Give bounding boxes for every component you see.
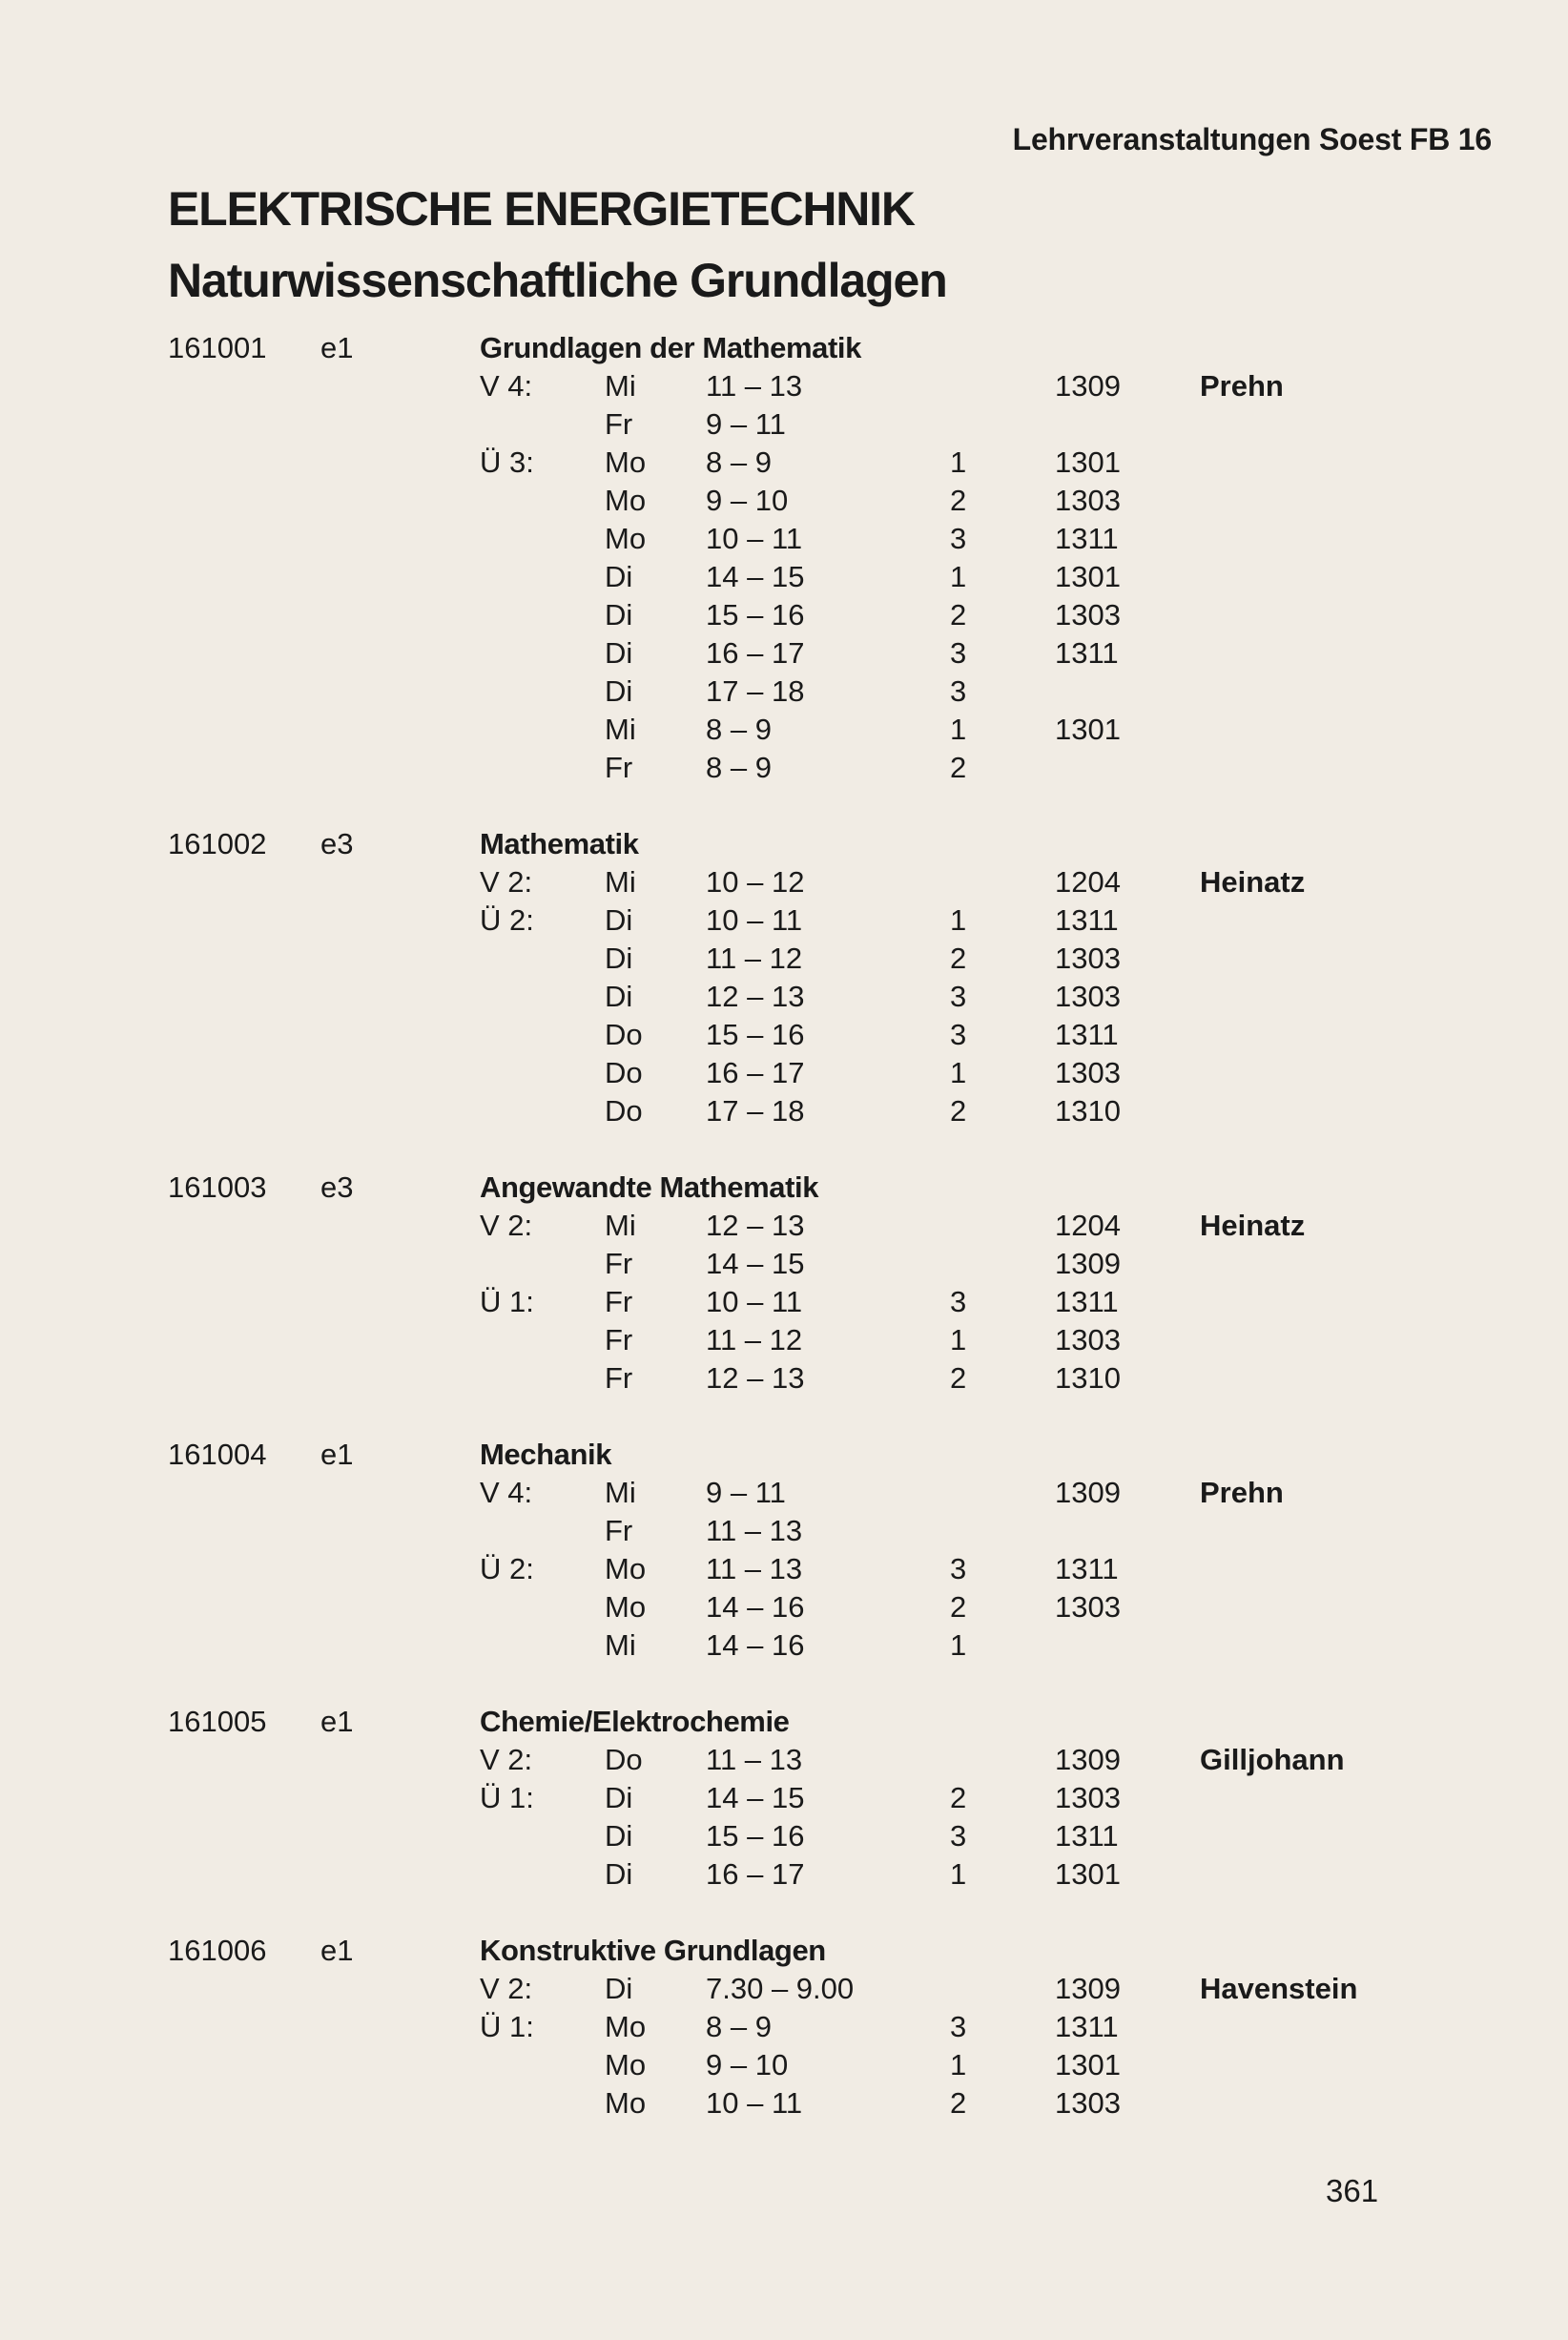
session-group: 3	[950, 1018, 967, 1051]
session-time: 11 – 13	[706, 1743, 803, 1776]
session-time: 8 – 9	[706, 751, 772, 784]
session-room: 1301	[1055, 560, 1121, 593]
session-room: 1310	[1055, 1094, 1121, 1128]
session-time: 16 – 17	[706, 1056, 805, 1089]
session-row	[0, 482, 1568, 520]
course-header-row	[0, 1703, 1568, 1741]
course-number: 161006	[168, 1934, 267, 1967]
session-group: 1	[950, 713, 967, 746]
session-group: 3	[950, 2010, 967, 2043]
session-time: 10 – 12	[706, 865, 805, 899]
session-group: 2	[950, 751, 967, 784]
session-group: 2	[950, 1094, 967, 1128]
session-day: Di	[605, 1781, 633, 1814]
session-time: 8 – 9	[706, 445, 772, 479]
session-row	[0, 1321, 1568, 1359]
course-header-row	[0, 1932, 1568, 1970]
session-group: 3	[950, 1285, 967, 1318]
session-lecturer: Prehn	[1200, 369, 1284, 403]
session-time: 17 – 18	[706, 1094, 805, 1128]
session-room: 1303	[1055, 1056, 1121, 1089]
session-group: 3	[950, 1552, 967, 1585]
session-group: 1	[950, 1056, 967, 1089]
session-room: 1303	[1055, 942, 1121, 975]
session-row	[0, 1855, 1568, 1894]
session-time: 11 – 13	[706, 1514, 803, 1547]
session-row	[0, 1626, 1568, 1665]
session-day: Di	[605, 1819, 633, 1853]
session-row	[0, 1207, 1568, 1245]
session-group: 1	[950, 1857, 967, 1891]
session-type: V 4:	[480, 1476, 533, 1509]
course-title: Konstruktive Grundlagen	[480, 1934, 826, 1967]
session-type: Ü 2:	[480, 1552, 534, 1585]
session-row	[0, 940, 1568, 978]
session-room: 1301	[1055, 1857, 1121, 1891]
course-header-row	[0, 825, 1568, 863]
session-room: 1303	[1055, 2086, 1121, 2120]
session-day: Mi	[605, 865, 636, 899]
department-title: ELEKTRISCHE ENERGIETECHNIK	[168, 182, 915, 236]
session-room: 1311	[1055, 1819, 1119, 1853]
page-number: 361	[1326, 2173, 1379, 2208]
session-day: Fr	[605, 407, 633, 441]
running-header: Lehrveranstaltungen Soest FB 16	[1012, 122, 1492, 156]
course-header-row	[0, 329, 1568, 367]
session-room: 1309	[1055, 1476, 1121, 1509]
session-time: 15 – 16	[706, 1018, 805, 1051]
session-group: 2	[950, 2086, 967, 2120]
session-group: 2	[950, 1361, 967, 1395]
session-group: 2	[950, 1590, 967, 1624]
session-time: 10 – 11	[706, 2086, 803, 2120]
session-room: 1303	[1055, 1323, 1121, 1356]
session-lecturer: Gilljohann	[1200, 1743, 1345, 1776]
session-row	[0, 634, 1568, 673]
session-day: Di	[605, 674, 633, 708]
session-time: 11 – 12	[706, 942, 803, 975]
session-time: 15 – 16	[706, 598, 805, 632]
session-time: 14 – 15	[706, 1781, 805, 1814]
session-type: Ü 2:	[480, 903, 534, 937]
session-type: Ü 1:	[480, 2010, 534, 2043]
course-number: 161001	[168, 331, 267, 364]
course-title: Angewandte Mathematik	[480, 1170, 819, 1204]
session-group: 3	[950, 636, 967, 670]
course-title: Mechanik	[480, 1438, 612, 1471]
session-day: Fr	[605, 1247, 633, 1280]
session-row	[0, 444, 1568, 482]
session-type: V 2:	[480, 1972, 533, 2005]
session-day: Fr	[605, 1285, 633, 1318]
session-room: 1311	[1055, 522, 1119, 555]
session-room: 1303	[1055, 598, 1121, 632]
course-entry	[0, 1169, 1568, 1398]
session-row	[0, 978, 1568, 1016]
session-row	[0, 2008, 1568, 2046]
session-group: 3	[950, 1819, 967, 1853]
session-time: 10 – 11	[706, 522, 803, 555]
course-class: e1	[320, 1705, 354, 1738]
session-time: 14 – 15	[706, 1247, 805, 1280]
session-time: 10 – 11	[706, 1285, 803, 1318]
session-time: 15 – 16	[706, 1819, 805, 1853]
session-group: 2	[950, 1781, 967, 1814]
session-row	[0, 1970, 1568, 2008]
session-time: 9 – 11	[706, 1476, 786, 1509]
session-day: Mo	[605, 2048, 647, 2081]
course-list	[0, 329, 1568, 2161]
session-group: 3	[950, 674, 967, 708]
session-row	[0, 863, 1568, 901]
session-type: V 2:	[480, 865, 533, 899]
course-entry	[0, 1436, 1568, 1665]
session-room: 1311	[1055, 1018, 1119, 1051]
course-title: Grundlagen der Mathematik	[480, 331, 861, 364]
session-row	[0, 711, 1568, 749]
section-title: Naturwissenschaftliche Grundlagen	[168, 254, 947, 307]
session-day: Mo	[605, 1552, 647, 1585]
session-time: 11 – 13	[706, 369, 803, 403]
session-type: Ü 1:	[480, 1285, 534, 1318]
session-day: Fr	[605, 1361, 633, 1395]
session-room: 1204	[1055, 1209, 1121, 1242]
session-time: 10 – 11	[706, 903, 803, 937]
session-day: Mo	[605, 2086, 647, 2120]
session-day: Di	[605, 1857, 633, 1891]
session-day: Di	[605, 1972, 633, 2005]
session-time: 9 – 10	[706, 484, 789, 517]
session-day: Mo	[605, 445, 647, 479]
session-day: Mo	[605, 484, 647, 517]
session-room: 1301	[1055, 2048, 1121, 2081]
session-time: 12 – 13	[706, 1209, 805, 1242]
session-row	[0, 1245, 1568, 1283]
session-time: 11 – 12	[706, 1323, 803, 1356]
course-class: e1	[320, 331, 354, 364]
session-day: Di	[605, 598, 633, 632]
session-row	[0, 2084, 1568, 2123]
session-room: 1311	[1055, 1552, 1119, 1585]
session-group: 3	[950, 522, 967, 555]
session-room: 1204	[1055, 865, 1121, 899]
session-day: Do	[605, 1018, 643, 1051]
session-row	[0, 1779, 1568, 1817]
session-row	[0, 1474, 1568, 1512]
session-time: 14 – 16	[706, 1590, 805, 1624]
session-day: Do	[605, 1056, 643, 1089]
course-entry	[0, 329, 1568, 787]
session-day: Mi	[605, 1628, 636, 1662]
session-room: 1301	[1055, 713, 1121, 746]
session-row	[0, 2046, 1568, 2084]
session-row	[0, 596, 1568, 634]
session-group: 2	[950, 598, 967, 632]
session-room: 1303	[1055, 1781, 1121, 1814]
session-time: 9 – 11	[706, 407, 786, 441]
session-type: V 2:	[480, 1209, 533, 1242]
session-day: Mi	[605, 713, 636, 746]
session-room: 1311	[1055, 2010, 1119, 2043]
session-day: Mi	[605, 369, 636, 403]
session-row	[0, 901, 1568, 940]
course-title: Mathematik	[480, 827, 639, 860]
session-room: 1311	[1055, 1285, 1119, 1318]
session-time: 16 – 17	[706, 1857, 805, 1891]
session-time: 11 – 13	[706, 1552, 803, 1585]
course-header-row	[0, 1436, 1568, 1474]
session-day: Di	[605, 636, 633, 670]
session-type: V 2:	[480, 1743, 533, 1776]
session-day: Mo	[605, 522, 647, 555]
session-room: 1311	[1055, 903, 1119, 937]
session-row	[0, 1550, 1568, 1588]
session-group: 1	[950, 1323, 967, 1356]
session-row	[0, 1588, 1568, 1626]
session-row	[0, 673, 1568, 711]
session-room: 1309	[1055, 1972, 1121, 2005]
session-time: 17 – 18	[706, 674, 805, 708]
session-row	[0, 1016, 1568, 1054]
session-day: Mo	[605, 1590, 647, 1624]
session-day: Mi	[605, 1476, 636, 1509]
session-room: 1303	[1055, 980, 1121, 1013]
course-number: 161005	[168, 1705, 267, 1738]
session-group: 2	[950, 942, 967, 975]
session-day: Mo	[605, 2010, 647, 2043]
session-time: 14 – 16	[706, 1628, 805, 1662]
course-title: Chemie/Elektrochemie	[480, 1705, 790, 1738]
session-room: 1303	[1055, 484, 1121, 517]
session-room: 1301	[1055, 445, 1121, 479]
session-group: 3	[950, 980, 967, 1013]
session-time: 12 – 13	[706, 980, 805, 1013]
session-type: Ü 3:	[480, 445, 534, 479]
session-time: 16 – 17	[706, 636, 805, 670]
session-day: Di	[605, 560, 633, 593]
session-group: 1	[950, 903, 967, 937]
course-number: 161002	[168, 827, 267, 860]
session-day: Do	[605, 1743, 643, 1776]
session-time: 9 – 10	[706, 2048, 789, 2081]
session-room: 1309	[1055, 1743, 1121, 1776]
session-row	[0, 1817, 1568, 1855]
session-room: 1310	[1055, 1361, 1121, 1395]
session-day: Di	[605, 942, 633, 975]
session-day: Fr	[605, 751, 633, 784]
session-group: 1	[950, 445, 967, 479]
session-row	[0, 1092, 1568, 1130]
session-group: 2	[950, 484, 967, 517]
course-number: 161003	[168, 1170, 267, 1204]
session-room: 1309	[1055, 1247, 1121, 1280]
session-group: 1	[950, 1628, 967, 1662]
session-lecturer: Heinatz	[1200, 865, 1306, 899]
session-row	[0, 1741, 1568, 1779]
session-time: 14 – 15	[706, 560, 805, 593]
course-header-row	[0, 1169, 1568, 1207]
session-time: 7.30 – 9.00	[706, 1972, 855, 2005]
course-number: 161004	[168, 1438, 267, 1471]
session-row	[0, 1359, 1568, 1398]
session-lecturer: Prehn	[1200, 1476, 1284, 1509]
course-entry	[0, 1703, 1568, 1894]
session-day: Fr	[605, 1323, 633, 1356]
session-row	[0, 367, 1568, 405]
course-class: e3	[320, 827, 354, 860]
session-group: 1	[950, 2048, 967, 2081]
course-entry	[0, 1932, 1568, 2123]
session-day: Fr	[605, 1514, 633, 1547]
session-lecturer: Havenstein	[1200, 1972, 1358, 2005]
course-class: e3	[320, 1170, 354, 1204]
session-group: 1	[950, 560, 967, 593]
course-entry	[0, 825, 1568, 1130]
session-row	[0, 405, 1568, 444]
session-day: Di	[605, 980, 633, 1013]
session-time: 8 – 9	[706, 713, 772, 746]
session-time: 8 – 9	[706, 2010, 772, 2043]
session-row	[0, 558, 1568, 596]
session-row	[0, 1054, 1568, 1092]
course-class: e1	[320, 1934, 354, 1967]
session-row	[0, 520, 1568, 558]
session-row	[0, 749, 1568, 787]
session-type: Ü 1:	[480, 1781, 534, 1814]
session-row	[0, 1512, 1568, 1550]
session-type: V 4:	[480, 369, 533, 403]
session-room: 1303	[1055, 1590, 1121, 1624]
session-lecturer: Heinatz	[1200, 1209, 1306, 1242]
session-day: Di	[605, 903, 633, 937]
course-class: e1	[320, 1438, 354, 1471]
session-room: 1311	[1055, 636, 1119, 670]
session-row	[0, 1283, 1568, 1321]
session-day: Mi	[605, 1209, 636, 1242]
session-time: 12 – 13	[706, 1361, 805, 1395]
session-day: Do	[605, 1094, 643, 1128]
session-room: 1309	[1055, 369, 1121, 403]
